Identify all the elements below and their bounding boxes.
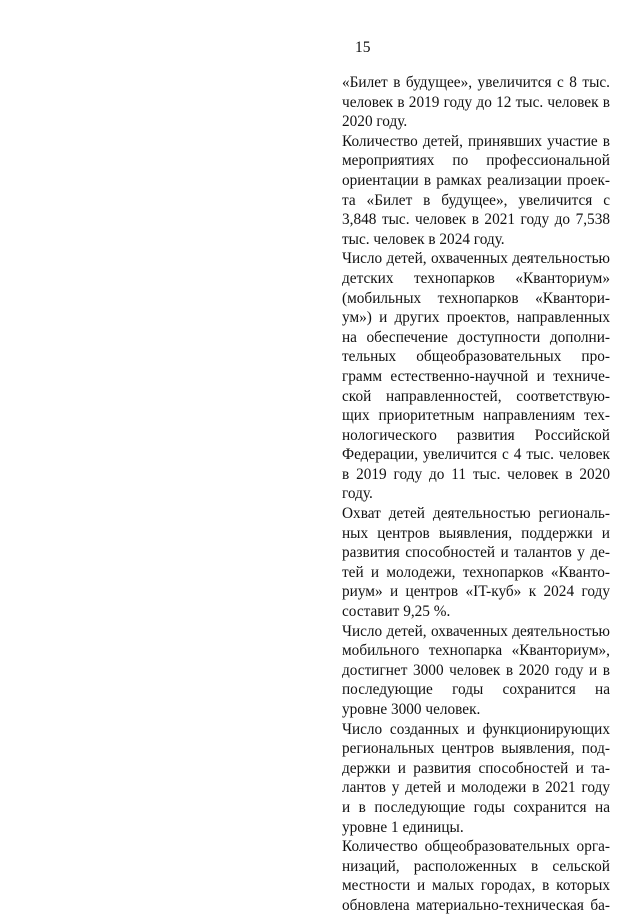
text-line: держки и развития способностей и та- xyxy=(342,759,610,777)
text-line: достигнет 3000 человек в 2020 году и в xyxy=(342,661,610,679)
text-line: Число детей, охваченных деятельностью xyxy=(342,622,610,640)
text-line: та «Билет в будущее», увеличится с xyxy=(342,191,610,209)
text-line: Федерации, увеличится с 4 тыс. человек xyxy=(342,446,610,464)
text-line: щих приоритетным направлениям тех- xyxy=(342,407,610,425)
text-line: Количество детей, принявших участие в xyxy=(342,132,610,150)
paragraph xyxy=(342,837,610,915)
text-line: мобильного технопарка «Кванториум», xyxy=(342,642,610,660)
text-line: уровне 3000 человек. xyxy=(342,701,481,718)
text-line: тельных общеобразовательных про- xyxy=(342,348,610,366)
text-line: Число созданных и функционирующих xyxy=(342,720,610,738)
text-line: риум» и центров «IT-куб» к 2024 году xyxy=(342,583,610,601)
text-line: последующие годы сохранится на xyxy=(342,681,610,699)
text-line: на обеспечение доступности дополни- xyxy=(342,328,610,346)
text-line: «Билет в будущее», увеличится с 8 тыс. xyxy=(342,74,610,91)
paragraph xyxy=(342,132,610,250)
paragraph xyxy=(342,504,610,622)
text-line: детских технопарков «Кванториум» xyxy=(342,269,610,287)
text-line: развития способностей и талантов у де- xyxy=(342,544,610,562)
paragraph xyxy=(342,622,610,720)
text-line: тей и молодежи, технопарков «Кванто- xyxy=(342,563,610,581)
text-line: году. xyxy=(342,485,373,503)
text-line: в 2019 году до 11 тыс. человек в 2020 xyxy=(342,465,610,483)
page-number: 15 xyxy=(355,39,371,56)
paragraph xyxy=(342,73,610,132)
text-line: обновлена материально-техническая ба- xyxy=(342,896,610,914)
text-line: и в последующие годы сохранится на xyxy=(342,798,610,816)
text-line: низаций, расположенных в сельской xyxy=(342,857,610,875)
text-line: Количество общеобразовательных орга- xyxy=(342,838,610,856)
text-line: 3,848 тыс. человек в 2021 году до 7,538 xyxy=(342,211,610,229)
text-line: лантов у детей и молодежи в 2021 году xyxy=(342,779,610,797)
text-line: Охват детей деятельностью региональ- xyxy=(342,505,610,523)
text-line: ных центров выявления, поддержки и xyxy=(342,524,610,542)
text-line: (мобильных технопарков «Квантори- xyxy=(342,289,610,307)
text-line: человек в 2019 году до 12 тыс. человек в xyxy=(342,93,610,111)
text-line: региональных центров выявления, под- xyxy=(342,740,610,758)
text-line: ориентации в рамках реализации проек- xyxy=(342,171,610,189)
paragraph xyxy=(342,249,610,504)
text-line: нологического развития Российской xyxy=(342,426,610,444)
text-line: мероприятиях по профессиональной xyxy=(342,152,610,170)
text-line: местности и малых городах, в которых xyxy=(342,877,610,895)
paragraph xyxy=(342,720,610,838)
text-line: ской направленностей, соответствую- xyxy=(342,387,610,405)
text-line: ум») и других проектов, направленных xyxy=(342,309,610,327)
text-line: составит 9,25 %. xyxy=(342,603,451,621)
document-text-column xyxy=(342,73,610,916)
text-line: тыс. человек в 2024 году. xyxy=(342,230,505,248)
text-line: Число детей, охваченных деятельностью xyxy=(342,250,610,268)
text-line: уровне 1 единицы. xyxy=(342,818,464,836)
text-line: грамм естественно-научной и техниче- xyxy=(342,367,610,385)
text-line: 2020 году. xyxy=(342,113,408,131)
